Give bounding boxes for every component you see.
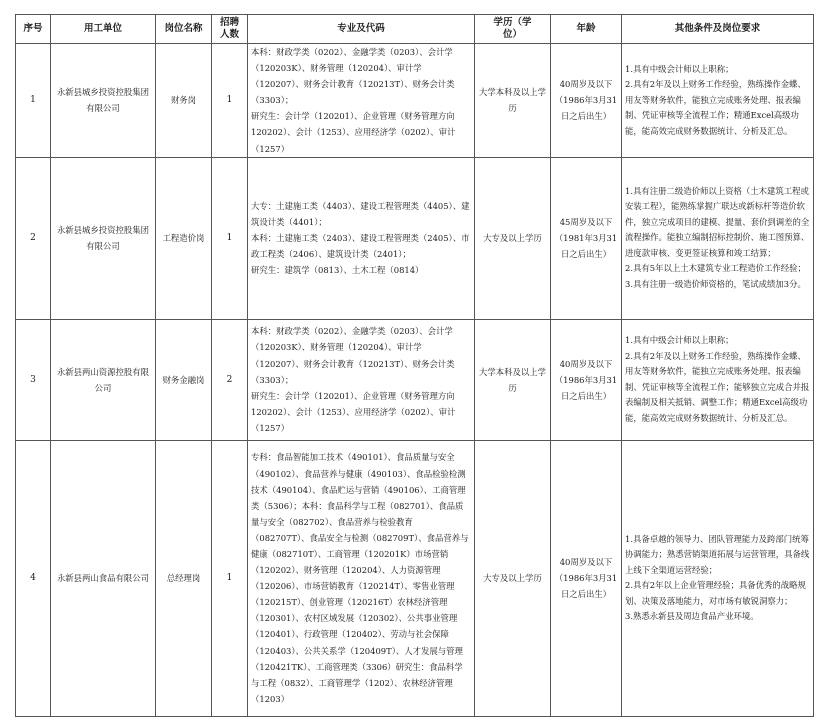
row-req: 1.具备卓越的领导力、团队管理能力及跨部门统筹协调能力；熟悉营销渠道拓展与运营管理，具备线上线下全渠道运营经验； 2.具有2年以上企业管理经验；具备优秀的战略规划、决策及落地能力，对市场有敏锐洞察力； 3.熟悉永新县及周边食品产业环境。	[622, 440, 814, 716]
row-seq: 1	[16, 44, 51, 158]
header-count: 招聘人数	[212, 15, 248, 44]
row-req: 1.具有中级会计师以上职称； 2.具有2年及以上财务工作经验，熟练操作金蝶、用友等财务软件，能独立完成账务处理、报表编制、凭证审核等全流程工作；能够独立完成合并报表编制及相关抵销、调整工作；精通Excel高级功能，能高效完成财务数据统计、分析及汇总。	[622, 319, 814, 440]
row-unit: 永新县城乡投资控股集团有限公司	[51, 44, 156, 158]
row-major: 大专：土建施工类（4403）、建设工程管理类（4405）、建筑设计类（4401）； 本科：土建施工类（2403）、建设工程管理类（2405）、市政工程类（2406）、建筑设计类（2401）； 研究生：建筑学（0813）、土木工程（0814）	[248, 157, 475, 319]
table-row	[16, 440, 814, 716]
row-count: 1	[212, 440, 248, 716]
row-unit: 永新县两山食品有限公司	[51, 440, 156, 716]
row-seq: 4	[16, 440, 51, 716]
header-seq: 序号	[16, 15, 51, 44]
recruitment-table	[15, 14, 814, 717]
row-count: 1	[212, 157, 248, 319]
header-req: 其他条件及岗位要求	[622, 15, 814, 44]
table-row	[16, 44, 814, 158]
header-row	[16, 15, 814, 44]
row-major: 专科：食品智能加工技术（490101）、食品质量与安全（490102）、食品营养与健康（490103）、食品检验检测技术（490104）、食品贮运与营销（490106）、工商管理类（5306）；本科：食品科学与工程（082701）、食品质量与安全（082702）、食品营养与检验教育（082707T）、食品安全与检测（082709T）、食品营养与健康（082710T）、工商管理（120201K）市场营销（120202）、财务管理（120204）、人力资源管理（120206）、市场营销教育（120214T）、零售业管理（120215T）、创业管理（120216T）农林经济管理（120301）、农村区域发展（120302）、公共事业管理（120401）、行政管理（120402）、劳动与社会保障（120403）、公共关系学（120409T）、人才发展与管理（120421TK）、工商管理类（3306）研究生：食品科学与工程（0832）、工商管理学（1202）、农林经济管理（1203）	[248, 440, 475, 716]
row-age: 40周岁及以下（1986年3月31日之后出生）	[551, 319, 622, 440]
row-age: 40周岁及以下（1986年3月31日之后出生）	[551, 440, 622, 716]
row-major: 本科：财政学类（0202）、金融学类（0203）、会计学（120203K）、财务管理（120204）、审计学（120207）、财务会计教育（120213T）、财务会计类（3303）； 研究生：会计学（120201）、企业管理（财务管理方向120202）、会计（1253）、应用经济学（0202）、审计（1257）	[248, 319, 475, 440]
row-post: 总经理岗	[156, 440, 212, 716]
header-edu: 学历（学位）	[475, 15, 551, 44]
row-unit: 永新县城乡投资控股集团有限公司	[51, 157, 156, 319]
row-edu: 大专及以上学历	[475, 440, 551, 716]
header-major: 专业及代码	[248, 15, 475, 44]
row-seq: 2	[16, 157, 51, 319]
row-req: 1.具有注册二级造价师以上资格（土木建筑工程或安装工程），能熟练掌握广联达或新标杆等造价软件，独立完成项目的建模、提量、套价到调差的全流程操作。能独立编制招标控制价、施工图预算、进度款审核、变更签证核算和竣工结算； 2.具有5年以上土木建筑专业工程造价工作经验； 3.具有注册一级造价师资格的，笔试成绩加3分。	[622, 157, 814, 319]
table-row	[16, 157, 814, 319]
row-count: 2	[212, 319, 248, 440]
row-age: 45周岁及以下（1981年3月31日之后出生）	[551, 157, 622, 319]
header-age: 年龄	[551, 15, 622, 44]
row-major: 本科：财政学类（0202）、金融学类（0203）、会计学（120203K）、财务管理（120204）、审计学（120207）、财务会计教育（120213T）、财务会计类（3303）； 研究生：会计学（120201）、企业管理（财务管理方向120202）、会计（1253）、应用经济学（0202）、审计（1257）	[248, 44, 475, 158]
row-req: 1.具有中级会计师以上职称； 2.具有2年及以上财务工作经验，熟练操作金蝶、用友等财务软件，能独立完成账务处理、报表编制、凭证审核等全流程工作；精通Excel高级功能，能高效完成财务数据统计、分析及汇总。	[622, 44, 814, 158]
row-post: 工程造价岗	[156, 157, 212, 319]
row-edu: 大学本科及以上学历	[475, 44, 551, 158]
row-edu: 大学本科及以上学历	[475, 319, 551, 440]
row-age: 40周岁及以下（1986年3月31日之后出生）	[551, 44, 622, 158]
row-unit: 永新县两山资源控股有限公司	[51, 319, 156, 440]
header-unit: 用工单位	[51, 15, 156, 44]
row-count: 1	[212, 44, 248, 158]
row-post: 财务岗	[156, 44, 212, 158]
row-seq: 3	[16, 319, 51, 440]
row-post: 财务金融岗	[156, 319, 212, 440]
header-post: 岗位名称	[156, 15, 212, 44]
table-row	[16, 319, 814, 440]
row-edu: 大专及以上学历	[475, 157, 551, 319]
